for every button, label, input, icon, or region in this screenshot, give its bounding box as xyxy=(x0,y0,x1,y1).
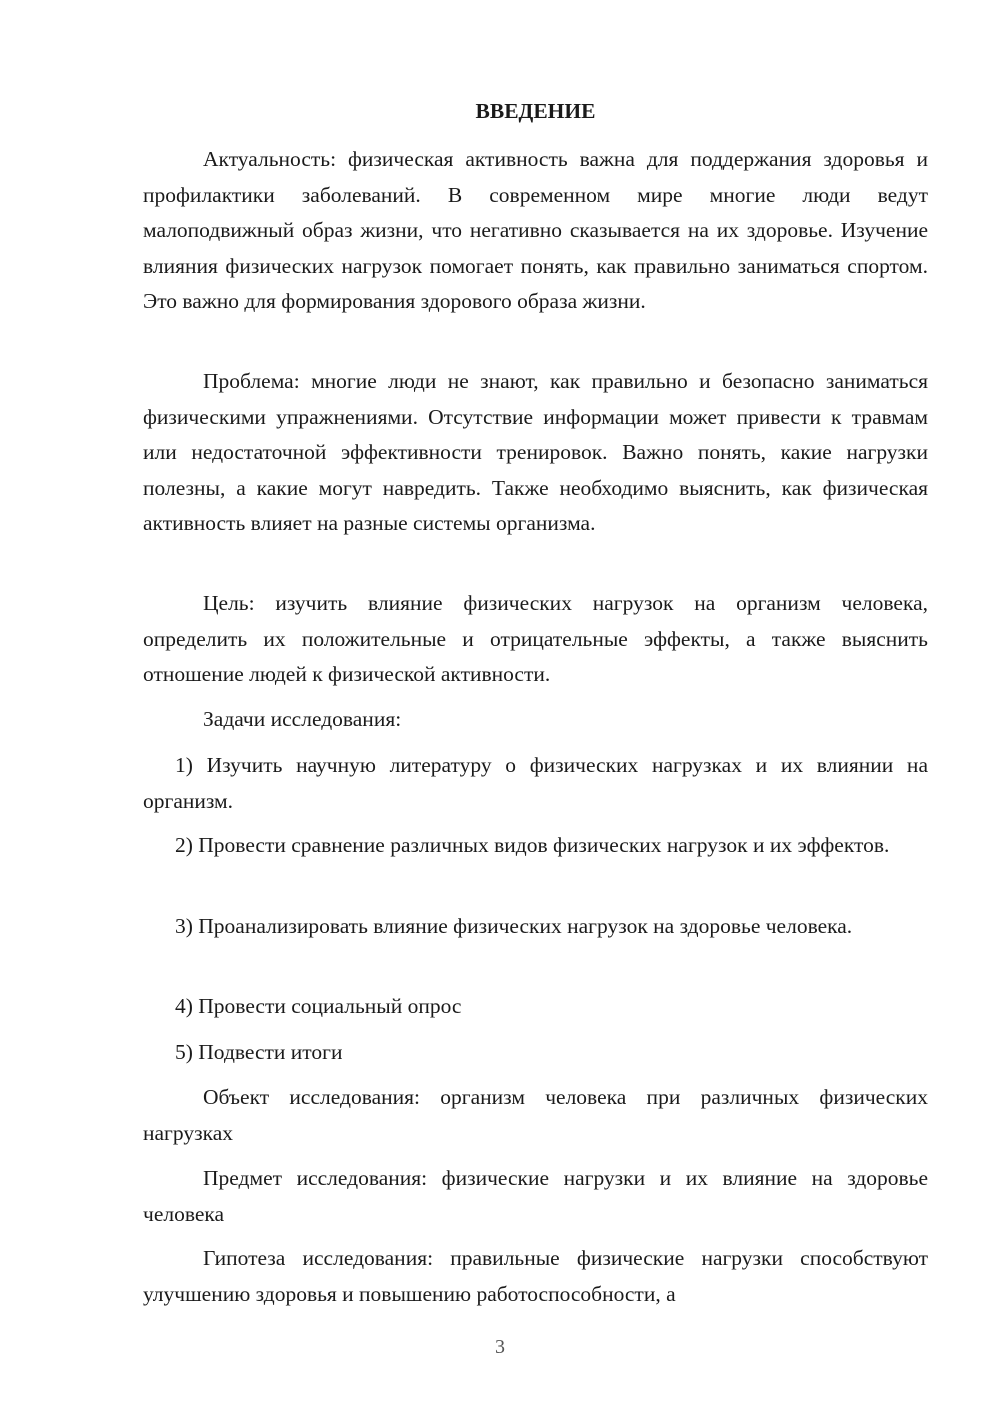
paragraph-tasks-heading: Задачи исследования: xyxy=(203,707,402,731)
task-item-2: 2) Провести сравнение различных видов физических нагрузок и их эффектов. xyxy=(175,833,890,857)
paragraph-hypothesis: Гипотеза исследования: правильные физические нагрузки способствуют улучшению здоровья и повышению работоспособности, а xyxy=(143,1246,928,1306)
paragraph-problem: Проблема: многие люди не знают, как правильно и безопасно заниматься физическими упражнениями. Отсутствие информации может привести к травмам или недостаточной эффективности тренировок. Важно понять, какие нагрузки полезны, а какие могут навредить. Также необходимо выяснить, как физическая активность влияет на разные системы организма. xyxy=(143,369,928,535)
paragraph-object: Объект исследования: организм человека при различных физических нагрузках xyxy=(143,1085,928,1145)
paragraph-subject: Предмет исследования: физические нагрузки и их влияние на здоровье человека xyxy=(143,1166,928,1226)
paragraph-goal: Цель: изучить влияние физических нагрузок на организм человека, определить их положительные и отрицательные эффекты, а также выяснить отношение людей к физической активности. xyxy=(143,591,928,686)
task-item-4: 4) Провести социальный опрос xyxy=(175,994,462,1018)
section-title: ВВЕДЕНИЕ xyxy=(475,99,596,123)
paragraph-relevance: Актуальность: физическая активность важна для поддержания здоровья и профилактики заболеваний. В современном мире многие люди ведут малоподвижный образ жизни, что негативно сказывается на их здоровье. Изучение влияния физических нагрузок помогает понять, как правильно заниматься спортом. Это важно для формирования здорового образа жизни. xyxy=(143,147,928,313)
task-item-1: 1) Изучить научную литературу о физических нагрузках и их влиянии на организм. xyxy=(143,753,928,813)
task-item-5: 5) Подвести итоги xyxy=(175,1040,343,1064)
task-item-3: 3) Проанализировать влияние физических нагрузок на здоровье человека. xyxy=(175,914,853,938)
page-number: 3 xyxy=(495,1336,505,1358)
